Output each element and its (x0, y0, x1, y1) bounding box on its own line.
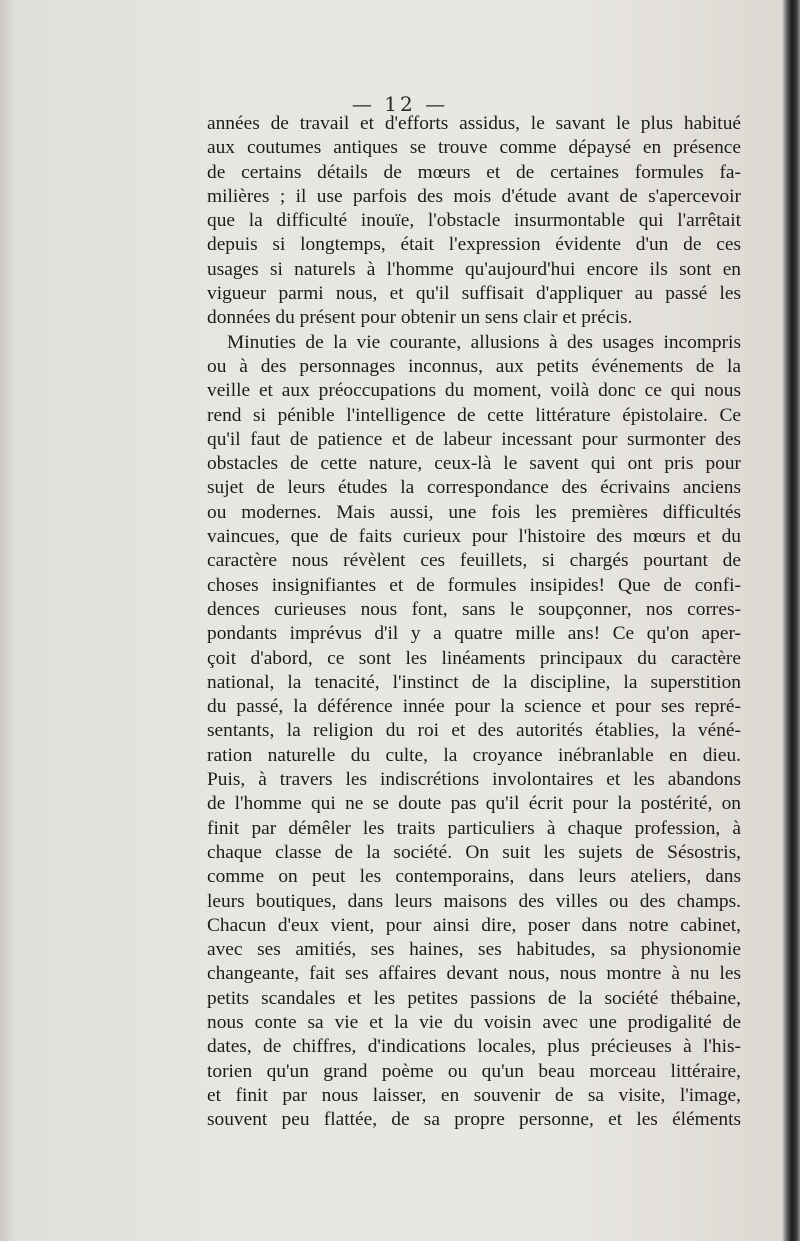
text-line: données du présent pour obtenir un sens clair et précis. (207, 307, 633, 329)
text-line: sujet de leurs études la correspondance des écrivains anciens (207, 477, 741, 499)
text-line: ou modernes. Mais aussi, une fois les premières difficultés (207, 501, 741, 523)
text-line: ration naturelle du culte, la croyance inébranlable en dieu. (207, 744, 741, 766)
text-line: de certains détails de mœurs et de certaines formules fa- (207, 161, 741, 183)
body-text (207, 112, 741, 1132)
page-edge-shadow (0, 0, 14, 1241)
text-line: comme on peut les contemporains, dans leurs ateliers, dans (207, 866, 741, 888)
text-line: çoit d'abord, ce sont les linéaments principaux du caractère (207, 647, 741, 669)
text-line: depuis si longtemps, était l'expression évidente d'un de ces (207, 234, 741, 256)
text-line: leurs boutiques, dans leurs maisons des villes ou des champs. (207, 890, 741, 912)
text-line: veille et aux préoccupations du moment, voilà donc ce qui nous (207, 380, 741, 402)
text-line: Minuties de la vie courante, allusions à des usages incompris (227, 331, 741, 353)
text-line: choses insignifiantes et de formules insipides! Que de confi- (207, 574, 741, 596)
text-line: dences curieuses nous font, sans le soupçonner, nos corres- (207, 598, 741, 620)
text-line: Chacun d'eux vient, pour ainsi dire, poser dans notre cabinet, (207, 914, 741, 936)
text-line: usages si naturels à l'homme qu'aujourd'hui encore ils sont en (207, 258, 741, 280)
text-line: avec ses amitiés, ses haines, ses habitudes, sa physionomie (207, 939, 741, 961)
text-line: années de travail et d'efforts assidus, le savant le plus habitué (207, 113, 741, 134)
text-line: nous conte sa vie et la vie du voisin avec une prodigalité de (207, 1011, 741, 1033)
text-line: du passé, la déférence innée pour la science et pour ses repré- (207, 696, 741, 718)
text-line: vigueur parmi nous, et qu'il suffisait d'appliquer au passé les (207, 283, 741, 305)
text-line: aux coutumes antiques se trouve comme dépaysé en présence (207, 137, 741, 159)
text-line: milières ; il use parfois des mois d'étude avant de s'apercevoir (207, 185, 741, 207)
text-line: et finit par nous laisser, en souvenir de sa visite, l'image, (207, 1084, 741, 1106)
text-line: qu'il faut de patience et de labeur incessant pour surmonter des (207, 428, 741, 450)
text-line: pondants imprévus d'il y a quatre mille ans! Ce qu'on aper- (207, 623, 741, 645)
text-line: torien qu'un grand poème ou qu'un beau morceau littéraire, (207, 1060, 741, 1082)
text-line: petits scandales et les petites passions de la société thébaine, (207, 987, 741, 1009)
book-spine (782, 0, 800, 1241)
text-line: vaincues, que de faits curieux pour l'histoire des mœurs et du (207, 526, 741, 548)
text-line: sentants, la religion du roi et des autorités établies, la véné- (207, 720, 741, 742)
text-line: de l'homme qui ne se doute pas qu'il écrit pour la postérité, on (207, 793, 741, 815)
text-line: que la difficulté inouïe, l'obstacle insurmontable qui l'arrêtait (207, 210, 741, 232)
text-line: changeante, fait ses affaires devant nous, nous montre à nu les (207, 963, 741, 985)
text-line: rend si pénible l'intelligence de cette littérature épistolaire. Ce (207, 404, 741, 426)
text-line: obstacles de cette nature, ceux-là le savent qui ont pris pour (207, 453, 741, 475)
text-line: finit par démêler les traits particuliers à chaque profession, à (207, 817, 741, 839)
text-line: dates, de chiffres, d'indications locales, plus précieuses à l'his- (207, 1036, 741, 1058)
text-line: caractère nous révèlent ces feuillets, si chargés pourtant de (207, 550, 741, 572)
text-line: souvent peu flattée, de sa propre personne, et les éléments (207, 1109, 741, 1131)
text-line: ou à des personnages inconnus, aux petits événements de la (207, 355, 741, 377)
text-line: chaque classe de la société. On suit les sujets de Sésostris, (207, 841, 741, 863)
page-number: — 12 — (351, 92, 449, 116)
text-line: national, la tenacité, l'instinct de la discipline, la superstition (207, 671, 741, 693)
text-line: Puis, à travers les indiscrétions involontaires et les abandons (207, 769, 741, 791)
